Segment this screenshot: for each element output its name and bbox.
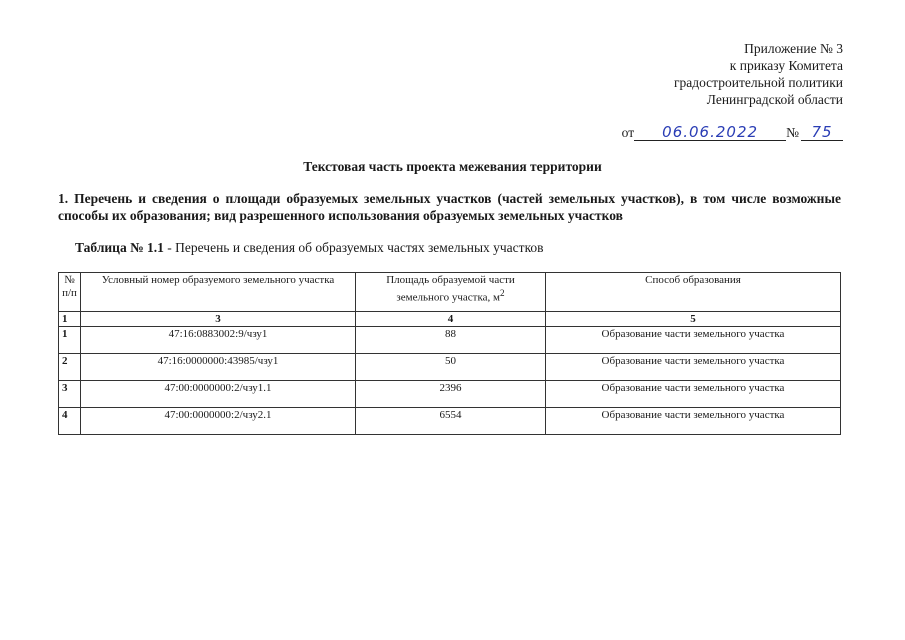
cell-cadastral: 47:16:0000000:43985/чзу1 [81,354,356,381]
table-caption [75,240,544,256]
appendix-line-4: Ленинградской области [706,92,843,107]
table-row [59,327,841,354]
cell-cadastral: 47:00:0000000:2/чзу2.1 [81,408,356,435]
table-caption-label: Таблица № 1.1 [75,240,164,255]
cell-cadastral: 47:16:0883002:9/чзу1 [81,327,356,354]
cell-num: 1 [59,327,81,354]
cell-method: Образование части земельного участка [546,327,841,354]
cell-method: Образование части земельного участка [546,408,841,435]
document-title: Текстовая часть проекта межевания территории [303,159,602,174]
section-heading: 1. Перечень и сведения о площади образуемых земельных участков (частей земельных участков), в том числе возможные способы их образования; вид разрешенного использования образуемых земельных участков [58,191,841,223]
appendix-block [674,40,843,108]
order-number-label: № [786,125,799,140]
cell-method: Образование части земельного участка [546,381,841,408]
appendix-line-3: градостроительной политики [673,75,843,90]
cell-num: 4 [59,408,81,435]
cell-area: 2396 [356,381,546,408]
table-row [59,408,841,435]
cell-area: 50 [356,354,546,381]
header-area [356,273,546,312]
order-number-handwritten: 75 [801,124,843,141]
appendix-line-2: к приказу Комитета [729,58,843,73]
table-row [59,354,841,381]
cell-cadastral: 47:00:0000000:2/чзу1.1 [81,381,356,408]
header-area-sup: 2 [500,288,505,298]
cell-area: 88 [356,327,546,354]
column-number: 1 [59,312,81,327]
cell-area: 6554 [356,408,546,435]
column-number-row [59,312,841,327]
order-date-number [622,124,843,141]
land-parts-table [58,272,841,435]
column-number: 5 [546,312,841,327]
appendix-line-1: Приложение № 3 [744,41,843,56]
column-number: 4 [356,312,546,327]
table-caption-text: - Перечень и сведения об образуемых частях земельных участков [163,240,544,255]
header-method: Способ образования [546,273,841,312]
order-date-handwritten: 06.06.2022 [634,124,786,141]
table-header-row [59,273,841,312]
table-row [59,381,841,408]
column-number: 3 [81,312,356,327]
header-area-text: Площадь образуемой части земельного участка, м [386,274,515,304]
cell-num: 2 [59,354,81,381]
header-num: № п/п [59,273,81,312]
header-cadastral: Условный номер образуемого земельного участка [81,273,356,312]
cell-num: 3 [59,381,81,408]
cell-method: Образование части земельного участка [546,354,841,381]
order-from-label: от [621,125,635,140]
